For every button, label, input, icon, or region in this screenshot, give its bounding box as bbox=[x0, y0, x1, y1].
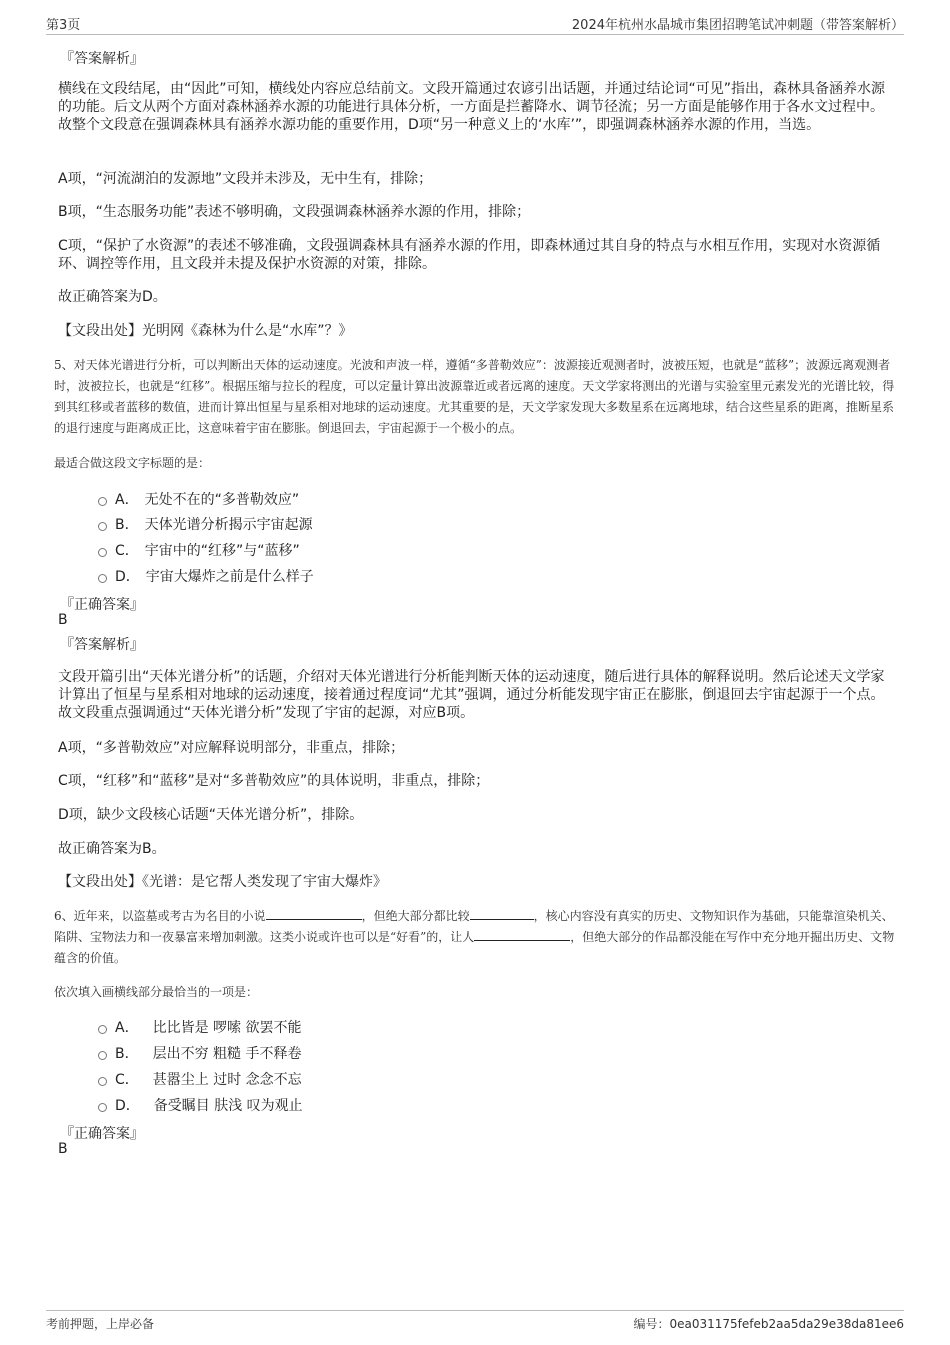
q4-option-a-note: A项，“河流湖泊的发源地”文段并未涉及，无中生有，排除； bbox=[58, 171, 433, 187]
footer-code-value: 0ea031175fefeb2aa5da29e38da81ee6 bbox=[669, 1317, 904, 1331]
q5-answer: B bbox=[58, 612, 68, 628]
option-text: 宇宙大爆炸之前是什么样子 bbox=[145, 569, 314, 585]
q4-source: 【文段出处】光明网《森林为什么是“水库”？》 bbox=[58, 323, 353, 339]
radio-icon[interactable] bbox=[98, 497, 107, 506]
option-text: 备受瞩目 肤浅 叹为观止 bbox=[153, 1098, 303, 1114]
radio-icon[interactable] bbox=[98, 1103, 107, 1112]
radio-icon[interactable] bbox=[98, 574, 107, 583]
q6-answer: B bbox=[58, 1141, 68, 1157]
blank-1[interactable] bbox=[266, 907, 362, 920]
q5-option-d-note: D项，缺少文段核心话题“天体光谱分析”，排除。 bbox=[58, 807, 364, 823]
q5-option-d[interactable] bbox=[98, 566, 314, 586]
q4-analysis-text: 横线在文段结尾，由“因此”可知，横线处内容应总结前文。文段开篇通过农谚引出话题，并通过结论词“可见”指出，森林具备涵养水源的功能。后文从两个方面对森林涵养水源的功能进行具体分析，一方面是拦蓄降水、调节径流；另一方面是能够作用于各水文过程中。故整个文段意在强调森林具有涵养水源功能的重要作用，D项“另一种意义上的‘水库’”，即强调森林涵养水源的作用，当选。 bbox=[58, 81, 886, 133]
q5-answer-label: 『正确答案』 bbox=[60, 597, 144, 613]
option-key: B． bbox=[115, 517, 139, 533]
q4-analysis-label: 『答案解析』 bbox=[60, 51, 144, 67]
q6-stem bbox=[54, 906, 904, 969]
q6-stem-part: 6、近年来，以盗墓或考古为名目的小说 bbox=[54, 909, 266, 923]
q4-option-b-note: B项，“生态服务功能”表述不够明确，文段强调森林涵养水源的作用，排除； bbox=[58, 204, 531, 220]
option-text: 层出不穷 粗糙 手不释卷 bbox=[152, 1046, 302, 1062]
radio-icon[interactable] bbox=[98, 1051, 107, 1060]
option-key: A． bbox=[115, 492, 139, 508]
option-text: 宇宙中的“红移”与“蓝移” bbox=[144, 543, 300, 559]
q4-option-c-note: C项，“保护了水资源”的表述不够准确，文段强调森林具有涵养水源的作用，即森林通过其自身的特点与水相互作用，实现对水资源循环、调控等作用，且文段并未提及保护水资源的对策，排除。 bbox=[58, 238, 881, 272]
q5-conclusion: 故正确答案为B。 bbox=[58, 841, 166, 857]
option-key: D． bbox=[115, 1098, 140, 1114]
q6-stem-part: ，核心内容没有真实的历史、文物知识作为基础，只能靠渲染机关、陷阱、宝物法力和一夜暴富来增加刺激。这类小说或许也可以是“好看”的，让人 bbox=[54, 909, 894, 944]
page-footer bbox=[46, 1310, 904, 1335]
q5-option-a-note: A项，“多普勒效应”对应解释说明部分，非重点，排除； bbox=[58, 740, 405, 756]
option-key: C． bbox=[115, 543, 139, 559]
page-number: 第3页 bbox=[46, 18, 81, 33]
q5-option-a[interactable] bbox=[98, 489, 299, 509]
option-key: B． bbox=[115, 1046, 139, 1062]
option-key: D． bbox=[115, 569, 140, 585]
footer-code-label: 编号： bbox=[633, 1317, 670, 1331]
q5-analysis-label: 『答案解析』 bbox=[60, 637, 144, 653]
q5-prompt: 最适合做这段文字标题的是： bbox=[54, 456, 211, 470]
q5-analysis-text: 文段开篇引出“天体光谱分析”的话题，介绍对天体光谱进行分析能判断天体的运动速度，随后进行具体的解释说明。然后论述天文学家计算出了恒星与星系相对地球的运动速度，接着通过程度词“尤其”强调，通过分析能发现宇宙正在膨胀，倒退回去宇宙起源于一个点。故文段重点强调通过“天体光谱分析”发现了宇宙的起源，对应B项。 bbox=[58, 669, 885, 721]
blank-2[interactable] bbox=[470, 907, 534, 920]
document-title: 2024年杭州水晶城市集团招聘笔试冲刺题（带答案解析） bbox=[571, 18, 904, 33]
q5-stem: 5、对天体光谱进行分析，可以判断出天体的运动速度。光波和声波一样，遵循“多普勒效应”：波源接近观测者时，波被压短，也就是“蓝移”；波源远离观测者时，波被拉长，也就是“红移”。根据压缩与拉长的程度，可以定量计算出波源靠近或者远离的速度。天文学家将测出的光谱与实验室里元素发光的光谱比较，得到其红移或者蓝移的数值，进而计算出恒星与星系相对地球的运动速度。尤其重要的是，天文学家发现大多数星系在远离地球，结合这些星系的距离，推断星系的退行速度与距离成正比，这意味着宇宙在膨胀。倒退回去，宇宙起源于一个极小的点。 bbox=[54, 358, 895, 435]
radio-icon[interactable] bbox=[98, 1077, 107, 1086]
q4-conclusion: 故正确答案为D。 bbox=[58, 289, 167, 305]
option-text: 甚嚣尘上 过时 念念不忘 bbox=[152, 1072, 302, 1088]
q5-source: 【文段出处】《光谱：是它帮人类发现了宇宙大爆炸》 bbox=[58, 874, 387, 890]
q6-option-b[interactable] bbox=[98, 1043, 302, 1063]
option-key: C． bbox=[115, 1072, 139, 1088]
radio-icon[interactable] bbox=[98, 1025, 107, 1034]
q6-option-d[interactable] bbox=[98, 1095, 303, 1115]
q6-answer-label: 『正确答案』 bbox=[60, 1126, 144, 1142]
page-header bbox=[46, 14, 904, 35]
option-text: 比比皆是 啰嗦 欲罢不能 bbox=[152, 1020, 302, 1036]
footer-code bbox=[633, 1315, 904, 1332]
q5-option-c-note: C项，“红移”和“蓝移”是对“多普勒效应”的具体说明，非重点，排除； bbox=[58, 773, 490, 789]
blank-3[interactable] bbox=[474, 928, 570, 941]
option-text: 无处不在的“多普勒效应” bbox=[144, 492, 300, 508]
q6-prompt: 依次填入画横线部分最恰当的一项是： bbox=[54, 985, 259, 999]
radio-icon[interactable] bbox=[98, 522, 107, 531]
radio-icon[interactable] bbox=[98, 548, 107, 557]
q5-option-b[interactable] bbox=[98, 514, 313, 534]
q6-stem-part: ，但绝大部分都比较 bbox=[361, 909, 470, 923]
footer-slogan: 考前押题，上岸必备 bbox=[46, 1317, 155, 1331]
q6-option-a[interactable] bbox=[98, 1017, 301, 1037]
q5-option-c[interactable] bbox=[98, 540, 300, 560]
q6-option-c[interactable] bbox=[98, 1069, 302, 1089]
q6-stem-part: ，但绝大部分的作品都没能在写作中充分地开掘出历史、文物蕴含的价值。 bbox=[54, 930, 895, 965]
option-text: 天体光谱分析揭示宇宙起源 bbox=[144, 517, 313, 533]
option-key: A． bbox=[115, 1020, 139, 1036]
